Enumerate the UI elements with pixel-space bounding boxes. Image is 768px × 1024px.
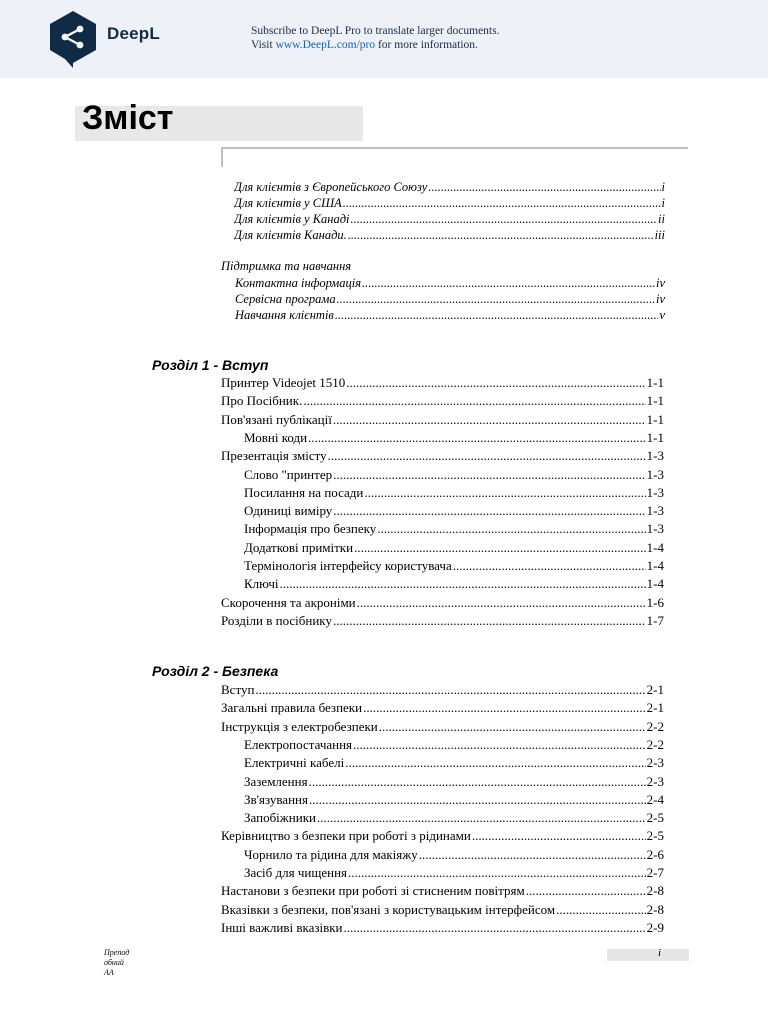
- toc-entry[interactable]: [235, 291, 665, 307]
- toc-leader-dots: [362, 275, 655, 291]
- toc-leader-dots: [309, 791, 646, 809]
- toc-entry[interactable]: [221, 901, 664, 919]
- toc-entry-title: Настанови з безпеки при роботі зі стисненим повітрям: [221, 883, 525, 899]
- toc-entry-title: Мовні коди: [244, 429, 308, 445]
- toc-entry-page: i: [661, 196, 665, 210]
- toc-entry-page: 2-6: [646, 846, 664, 862]
- footer-note-line-1: Препод: [104, 948, 130, 957]
- toc-entry[interactable]: [234, 227, 665, 243]
- toc-entry[interactable]: [221, 718, 664, 736]
- toc-entry[interactable]: [244, 575, 664, 593]
- toc-entry-title: Зв'язування: [244, 791, 308, 807]
- toc-leader-dots: [357, 594, 646, 612]
- toc-entry-title: Чорнило та рідина для макіяжу: [244, 846, 418, 862]
- toc-entry-page: 2-8: [646, 883, 664, 899]
- toc-entry[interactable]: [221, 392, 664, 410]
- toc-entry-page: 2-7: [646, 865, 664, 880]
- toc-entry-title: Скорочення та акроніми: [221, 594, 356, 610]
- toc-entry-title: Інформація про безпеку: [244, 521, 377, 537]
- toc-entry[interactable]: [244, 557, 664, 575]
- toc-entry-page: 2-2: [646, 736, 664, 752]
- toc-leader-dots: [333, 612, 646, 630]
- toc-entry-title: Контактна інформація: [235, 276, 362, 290]
- toc-entry-page: ii: [658, 212, 665, 226]
- toc-entry-title: Слово "принтер: [244, 466, 333, 482]
- toc-entry-page: 1-3: [646, 448, 664, 464]
- deepl-logo-text[interactable]: DeepL: [107, 24, 160, 43]
- toc-entry-title: Інші важливі вказівки: [221, 919, 343, 935]
- toc-entry[interactable]: [221, 681, 664, 699]
- toc-entry-page: v: [659, 308, 665, 322]
- toc-entry-page: i: [661, 180, 665, 194]
- toc-entry[interactable]: [244, 429, 664, 447]
- toc-entry-page: 1-4: [646, 576, 664, 592]
- toc-entry[interactable]: [244, 754, 664, 772]
- toc-entry-page: 1-3: [646, 521, 664, 537]
- toc-entry-page: 1-7: [646, 612, 664, 628]
- toc-entry[interactable]: [221, 919, 664, 937]
- toc-leader-dots: [472, 827, 646, 845]
- toc-entry[interactable]: [221, 882, 664, 900]
- toc-entry-page: iv: [655, 276, 665, 290]
- toc-entry-page: 2-5: [646, 828, 664, 844]
- toc-leader-dots: [308, 429, 646, 447]
- toc-entry[interactable]: [244, 791, 664, 809]
- toc-entry[interactable]: [221, 374, 664, 392]
- toc-entry-title: Засіб для чищення: [244, 865, 348, 880]
- toc-entry-title: Навчання клієнтів: [235, 308, 334, 322]
- toc-leader-dots: [348, 227, 654, 243]
- promo-line-1: Subscribe to DeepL Pro to translate larger documents.: [251, 25, 500, 37]
- toc-leader-dots: [526, 882, 646, 900]
- toc-entry-page: 2-2: [646, 718, 664, 734]
- toc-entry-title: Презентація змісту: [221, 448, 327, 464]
- toc-entry-title: Термінологія інтерфейсу користувача: [244, 558, 452, 573]
- toc-entry-title: Сервісна програма: [235, 292, 336, 306]
- toc-entry[interactable]: [221, 699, 664, 717]
- toc-entry-title: Розділи в посібнику: [221, 612, 332, 628]
- toc-entry[interactable]: [221, 612, 664, 630]
- toc-entry-title: Ключі: [244, 576, 279, 592]
- toc-leader-dots: [333, 502, 645, 520]
- toc-leader-dots: [419, 846, 646, 864]
- toc-entry-title: Для клієнтів Канади.: [234, 228, 347, 242]
- toc-entry-page: 2-3: [646, 773, 664, 789]
- toc-entry-page: iii: [654, 228, 665, 242]
- toc-leader-dots: [343, 195, 661, 211]
- deepl-pro-link[interactable]: www.DeepL.com/pro: [275, 39, 376, 51]
- toc-entry-title: Одиниці виміру: [244, 503, 333, 519]
- toc-leader-dots: [337, 291, 655, 307]
- toc-leader-dots: [333, 466, 646, 484]
- toc-entry-page: 2-8: [646, 901, 664, 917]
- deepl-logo-icon[interactable]: [48, 10, 98, 68]
- toc-leader-dots: [453, 557, 646, 575]
- toc-leader-dots: [377, 520, 645, 538]
- toc-entry-title: Електричні кабелі: [244, 755, 345, 771]
- toc-leader-dots: [351, 211, 658, 227]
- toc-entry[interactable]: [244, 736, 664, 754]
- promo-visit: Visit: [251, 39, 276, 51]
- toc-entry[interactable]: [234, 211, 665, 227]
- toc-entry-title: Про Посібник.: [221, 393, 303, 409]
- toc-entry[interactable]: [244, 809, 664, 827]
- toc-entry-page: 2-9: [646, 919, 664, 935]
- toc-entry[interactable]: [234, 179, 665, 195]
- toc-entry-title: Інструкція з електробезпеки: [221, 718, 378, 734]
- toc-leader-dots: [428, 179, 660, 195]
- toc-entry[interactable]: [221, 411, 664, 429]
- toc-leader-dots: [333, 411, 646, 429]
- deepl-banner: [0, 0, 768, 78]
- toc-leader-dots: [346, 374, 645, 392]
- toc-entry-title: Посилання на посади: [244, 484, 364, 500]
- toc-entry-title: Для клієнтів у Канаді: [234, 212, 350, 226]
- toc-entry-title: Вступ: [221, 682, 255, 697]
- toc-leader-dots: [328, 447, 646, 465]
- toc-entry[interactable]: [235, 307, 665, 323]
- toc-entry-page: 1-6: [646, 594, 664, 610]
- toc-entry-title: Для клієнтів у США: [234, 196, 342, 210]
- toc-entry-title: Пов'язані публікації: [221, 411, 332, 427]
- toc-entry-title: Загальні правила безпеки: [221, 700, 363, 716]
- toc-leader-dots: [303, 392, 645, 410]
- toc-leader-dots: [354, 539, 646, 557]
- toc-entry[interactable]: [244, 864, 664, 882]
- toc-leader-dots: [348, 864, 646, 882]
- toc-entry[interactable]: [244, 773, 664, 791]
- support-heading: Підтримка та навчання: [221, 259, 352, 273]
- toc-entry[interactable]: [221, 827, 664, 845]
- toc-entry-title: Додаткові примітки: [244, 539, 354, 555]
- footer-note-line-3: АА: [104, 968, 114, 977]
- toc-leader-dots: [280, 575, 646, 593]
- toc-leader-dots: [353, 736, 646, 754]
- toc-entry-title: Принтер Videojet 1510: [221, 375, 346, 390]
- toc-entry[interactable]: [244, 846, 664, 864]
- toc-entry[interactable]: [244, 484, 664, 502]
- toc-entry-title: Вказівки з безпеки, пов'язані з користувацьким інтерфейсом: [221, 901, 556, 917]
- toc-entry-page: 2-1: [646, 682, 664, 697]
- toc-entry[interactable]: [244, 520, 664, 538]
- toc-leader-dots: [379, 718, 646, 736]
- toc-entry[interactable]: [244, 502, 664, 520]
- toc-entry-page: 2-1: [646, 700, 664, 716]
- toc-entry[interactable]: [221, 447, 664, 465]
- toc-entry-page: 1-1: [646, 393, 664, 409]
- toc-leader-dots: [364, 484, 645, 502]
- footer-note-line-2: обний: [104, 958, 124, 967]
- toc-entry-page: 1-3: [646, 466, 664, 482]
- toc-leader-dots: [255, 681, 645, 699]
- promo-text: [251, 24, 499, 52]
- toc-entry-page: 2-4: [646, 791, 664, 807]
- toc-entry-title: Заземлення: [244, 773, 308, 789]
- page-title: Зміст: [82, 99, 174, 137]
- toc-entry[interactable]: [221, 594, 664, 612]
- toc-entry[interactable]: [234, 195, 665, 211]
- toc-leader-dots: [317, 809, 646, 827]
- toc-entry-title: Для клієнтів з Європейського Союзу: [234, 180, 428, 194]
- toc-entry-page: 1-4: [646, 558, 664, 573]
- toc-entry-page: 2-5: [646, 810, 664, 826]
- toc-entry-title: Керівництво з безпеки при роботі з рідинами: [221, 828, 471, 844]
- divider-rule: [221, 147, 688, 149]
- divider-rule-left: [221, 147, 223, 167]
- footer-note: [104, 948, 129, 978]
- chapter-1-heading: Розділ 1 - Вступ: [152, 357, 269, 373]
- toc-entry-page: 2-3: [646, 755, 664, 771]
- toc-leader-dots: [363, 699, 646, 717]
- toc-entry-title: Запобіжники: [244, 810, 316, 826]
- promo-end: for more information.: [375, 39, 478, 51]
- toc-entry-page: 1-3: [646, 503, 664, 519]
- promo-line-2: [251, 38, 499, 52]
- toc-entry-page: 1-4: [646, 539, 664, 555]
- toc-entry[interactable]: [244, 466, 664, 484]
- toc-entry[interactable]: [244, 539, 664, 557]
- toc-leader-dots: [345, 754, 645, 772]
- toc-leader-dots: [344, 919, 646, 937]
- toc-entry-page: 1-1: [646, 411, 664, 427]
- toc-entry-title: Електропостачання: [244, 736, 353, 752]
- toc-entry-page: iv: [655, 292, 665, 306]
- toc-entry-page: 1-1: [646, 375, 664, 390]
- toc-leader-dots: [556, 901, 646, 919]
- toc-leader-dots: [335, 307, 659, 323]
- chapter-2-heading: Розділ 2 - Безпека: [152, 663, 279, 679]
- toc-leader-dots: [309, 773, 646, 791]
- toc-entry-page: 1-1: [646, 429, 664, 445]
- footer-page-number: i: [658, 947, 662, 959]
- footer-page-bar: [607, 949, 689, 961]
- toc-entry-page: 1-3: [646, 484, 664, 500]
- toc-entry[interactable]: [235, 275, 665, 291]
